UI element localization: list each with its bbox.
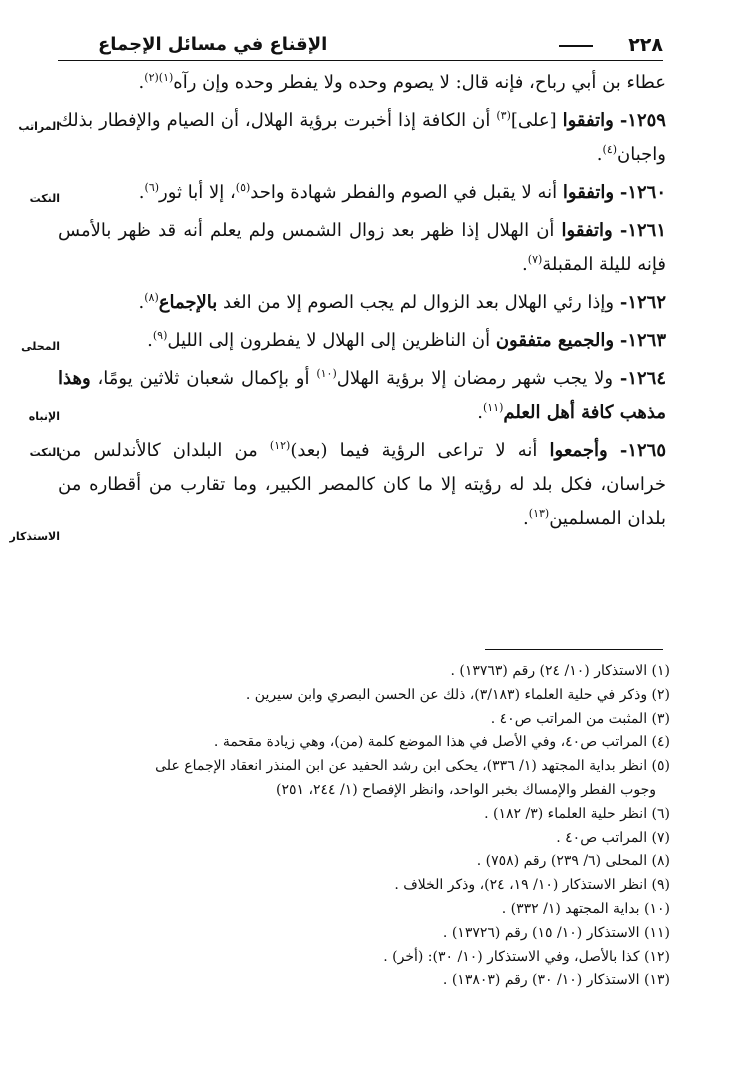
para-text: أن الكافة إذا أخبرت برؤية الهلال، أن الصيام والإفطار بذلك واجبان (58, 110, 666, 165)
footnote-12: (١٢) كذا بالأصل، وفي الاستذكار (١٠/ ٣٠): (أخر) . (383, 948, 670, 965)
issue-number: ١٢٦١- (619, 220, 666, 241)
issue-number: ١٢٦٤- (619, 368, 666, 389)
para-tail: . (477, 402, 483, 423)
footnote-4: (٤) المراتب ص٤٠، وفي الأصل في هذا الموضع كلمة (من)، وهي زيادة مقحمة . (213, 734, 670, 751)
para-tail: . (138, 72, 145, 93)
paragraph-1264 (58, 362, 666, 430)
book-title: الإقناع في مسائل الإجماع (98, 34, 328, 55)
para-text: أو بإكمال شعبان ثلاثين يومًا، (90, 368, 317, 389)
main-text (58, 66, 666, 536)
footnote-ref[interactable]: (٩) (152, 329, 168, 342)
para-tail: . (596, 144, 603, 165)
footnote-ref[interactable]: (٤) (602, 143, 618, 156)
paragraph-1262 (58, 286, 666, 320)
footnote-1: (١) الاستذكار (١٠/ ٢٤) رقم (١٣٧٦٣) . (450, 663, 670, 679)
issue-number: ١٢٥٩- (619, 110, 666, 131)
footnote-6: (٦) انظر حلية العلماء (٣/ ١٨٢) . (484, 805, 670, 822)
issue-number: ١٢٦٢- (619, 292, 666, 313)
footnote-ref[interactable]: (١٠) (316, 367, 337, 380)
para-tail: . (147, 330, 153, 351)
footnote-9: (٩) انظر الاستذكار (١٠/ ١٩، ٢٤)، وذكر الخلاف . (394, 877, 670, 894)
footnote-separator (485, 649, 663, 650)
footnote-ref[interactable]: (١٢) (269, 439, 291, 452)
para-text: أن الهلال إذا ظهر بعد زوال الشمس ولم يعلم أنه قد ظهر بالأمس فإنه لليلة المقبلة (58, 220, 666, 275)
para-tail: . (138, 182, 145, 203)
paragraph-1261 (58, 214, 666, 282)
paragraph-continuation (58, 66, 666, 100)
key-term: بالإجماع (158, 292, 218, 313)
running-header (58, 34, 663, 61)
para-text: عطاء بن أبي رباح، فإنه قال: لا يصوم وحده ولا يفطر وحده وإن رآه (173, 72, 666, 93)
footnote-10: (١٠) بداية المجتهد (١/ ٣٣٢) . (501, 900, 670, 917)
header-rule-right (559, 45, 593, 47)
key-term: وهذا مذهب كافة أهل العلم (58, 368, 666, 423)
para-text: ، إلا أبا ثور (159, 182, 236, 203)
footnote-ref[interactable]: (٧) (527, 253, 543, 266)
paragraph-1259 (58, 104, 666, 172)
para-text: أنه لا يقبل في الصوم والفطر شهادة واحد (250, 182, 563, 203)
key-term: واتفقوا (561, 220, 613, 241)
para-text: ولا يجب شهر رمضان إلا برؤية الهلال (336, 368, 620, 389)
footnote-ref[interactable]: (٦) (144, 181, 160, 194)
footnote-2: (٢) وذكر في حلية العلماء (٣/١٨٣)، ذلك عن الحسن البصري وابن سيرين . (245, 686, 670, 703)
para-text: من البلدان كالأندلس من خراسان، فكل بلد له رؤيته إلا ما كان كالمصر الكبير، وما تقارب من أقطاره من بلدان المسلمين (58, 440, 666, 529)
margin-note-muhalla: المحلى (21, 340, 60, 353)
para-tail: . (138, 292, 145, 313)
paragraph-1265 (58, 434, 666, 536)
footnote-13: (١٣) الاستذكار (١٠/ ٣٠) رقم (١٣٨٠٣) . (442, 972, 670, 989)
page-number: ٢٢٨ (628, 34, 663, 56)
paragraph-1263 (58, 324, 666, 358)
para-text: أن الناظرين إلى الهلال لا يفطرون إلى الليل (167, 330, 496, 351)
footnote-ref[interactable]: (٨) (144, 291, 159, 304)
bracket-insert: [على] (510, 110, 557, 131)
footnote-11: (١١) الاستذكار (١٠/ ١٥) رقم (١٣٧٢٦) . (442, 924, 670, 941)
issue-number: ١٢٦٣- (619, 330, 666, 351)
footnote-8: (٨) المحلى (٦/ ٢٣٩) رقم (٧٥٨) . (476, 853, 670, 870)
para-tail: . (523, 508, 529, 529)
margin-note-nukat: النكت (29, 192, 60, 205)
paragraph-1260 (58, 176, 666, 210)
para-tail: . (522, 254, 528, 275)
key-term: وأجمعوا (549, 440, 608, 461)
margin-note-inbah: الإنباه (28, 410, 60, 423)
footnote-ref[interactable]: (٥) (235, 181, 251, 194)
key-term: واتفقوا (562, 182, 615, 203)
footnote-ref[interactable]: (١)(٢) (144, 71, 174, 84)
issue-number: ١٢٦٠- (619, 182, 666, 203)
footnote-ref[interactable]: (١٣) (528, 507, 550, 520)
footnote-5: (٥) انظر بداية المجتهد (١/ ٣٣٦)، يحكى ابن رشد الحفيد عن ابن المنذر انعقاد الإجماع على (155, 758, 670, 775)
key-term: والجميع متفقون (495, 330, 615, 351)
para-text: أنه لا تراعى الرؤية فيما (بعد) (290, 440, 550, 461)
footnotes (80, 660, 670, 993)
para-text: وإذا رئي الهلال بعد الزوال لم يجب الصوم إلا من الغد (217, 292, 620, 313)
footnote-5-continued: وجوب الفطر والإمساك بخبر الواحد، وانظر الإفصاح (١/ ٢٤٤، ٢٥١) (275, 781, 656, 798)
margin-note-istidhkar: الاستذكار (9, 530, 60, 543)
issue-number: ١٢٦٥- (619, 440, 667, 461)
margin-note-nukat-2: النكت (29, 446, 60, 459)
footnote-ref[interactable]: (١١) (482, 401, 504, 414)
footnote-7: (٧) المراتب ص٤٠ . (556, 829, 670, 846)
key-term: واتفقوا (562, 110, 614, 131)
footnote-ref[interactable]: (٣) (496, 109, 511, 122)
margin-note-maratib: المراتب (18, 120, 60, 133)
footnote-3: (٣) المثبت من المراتب ص٤٠ . (490, 710, 670, 727)
